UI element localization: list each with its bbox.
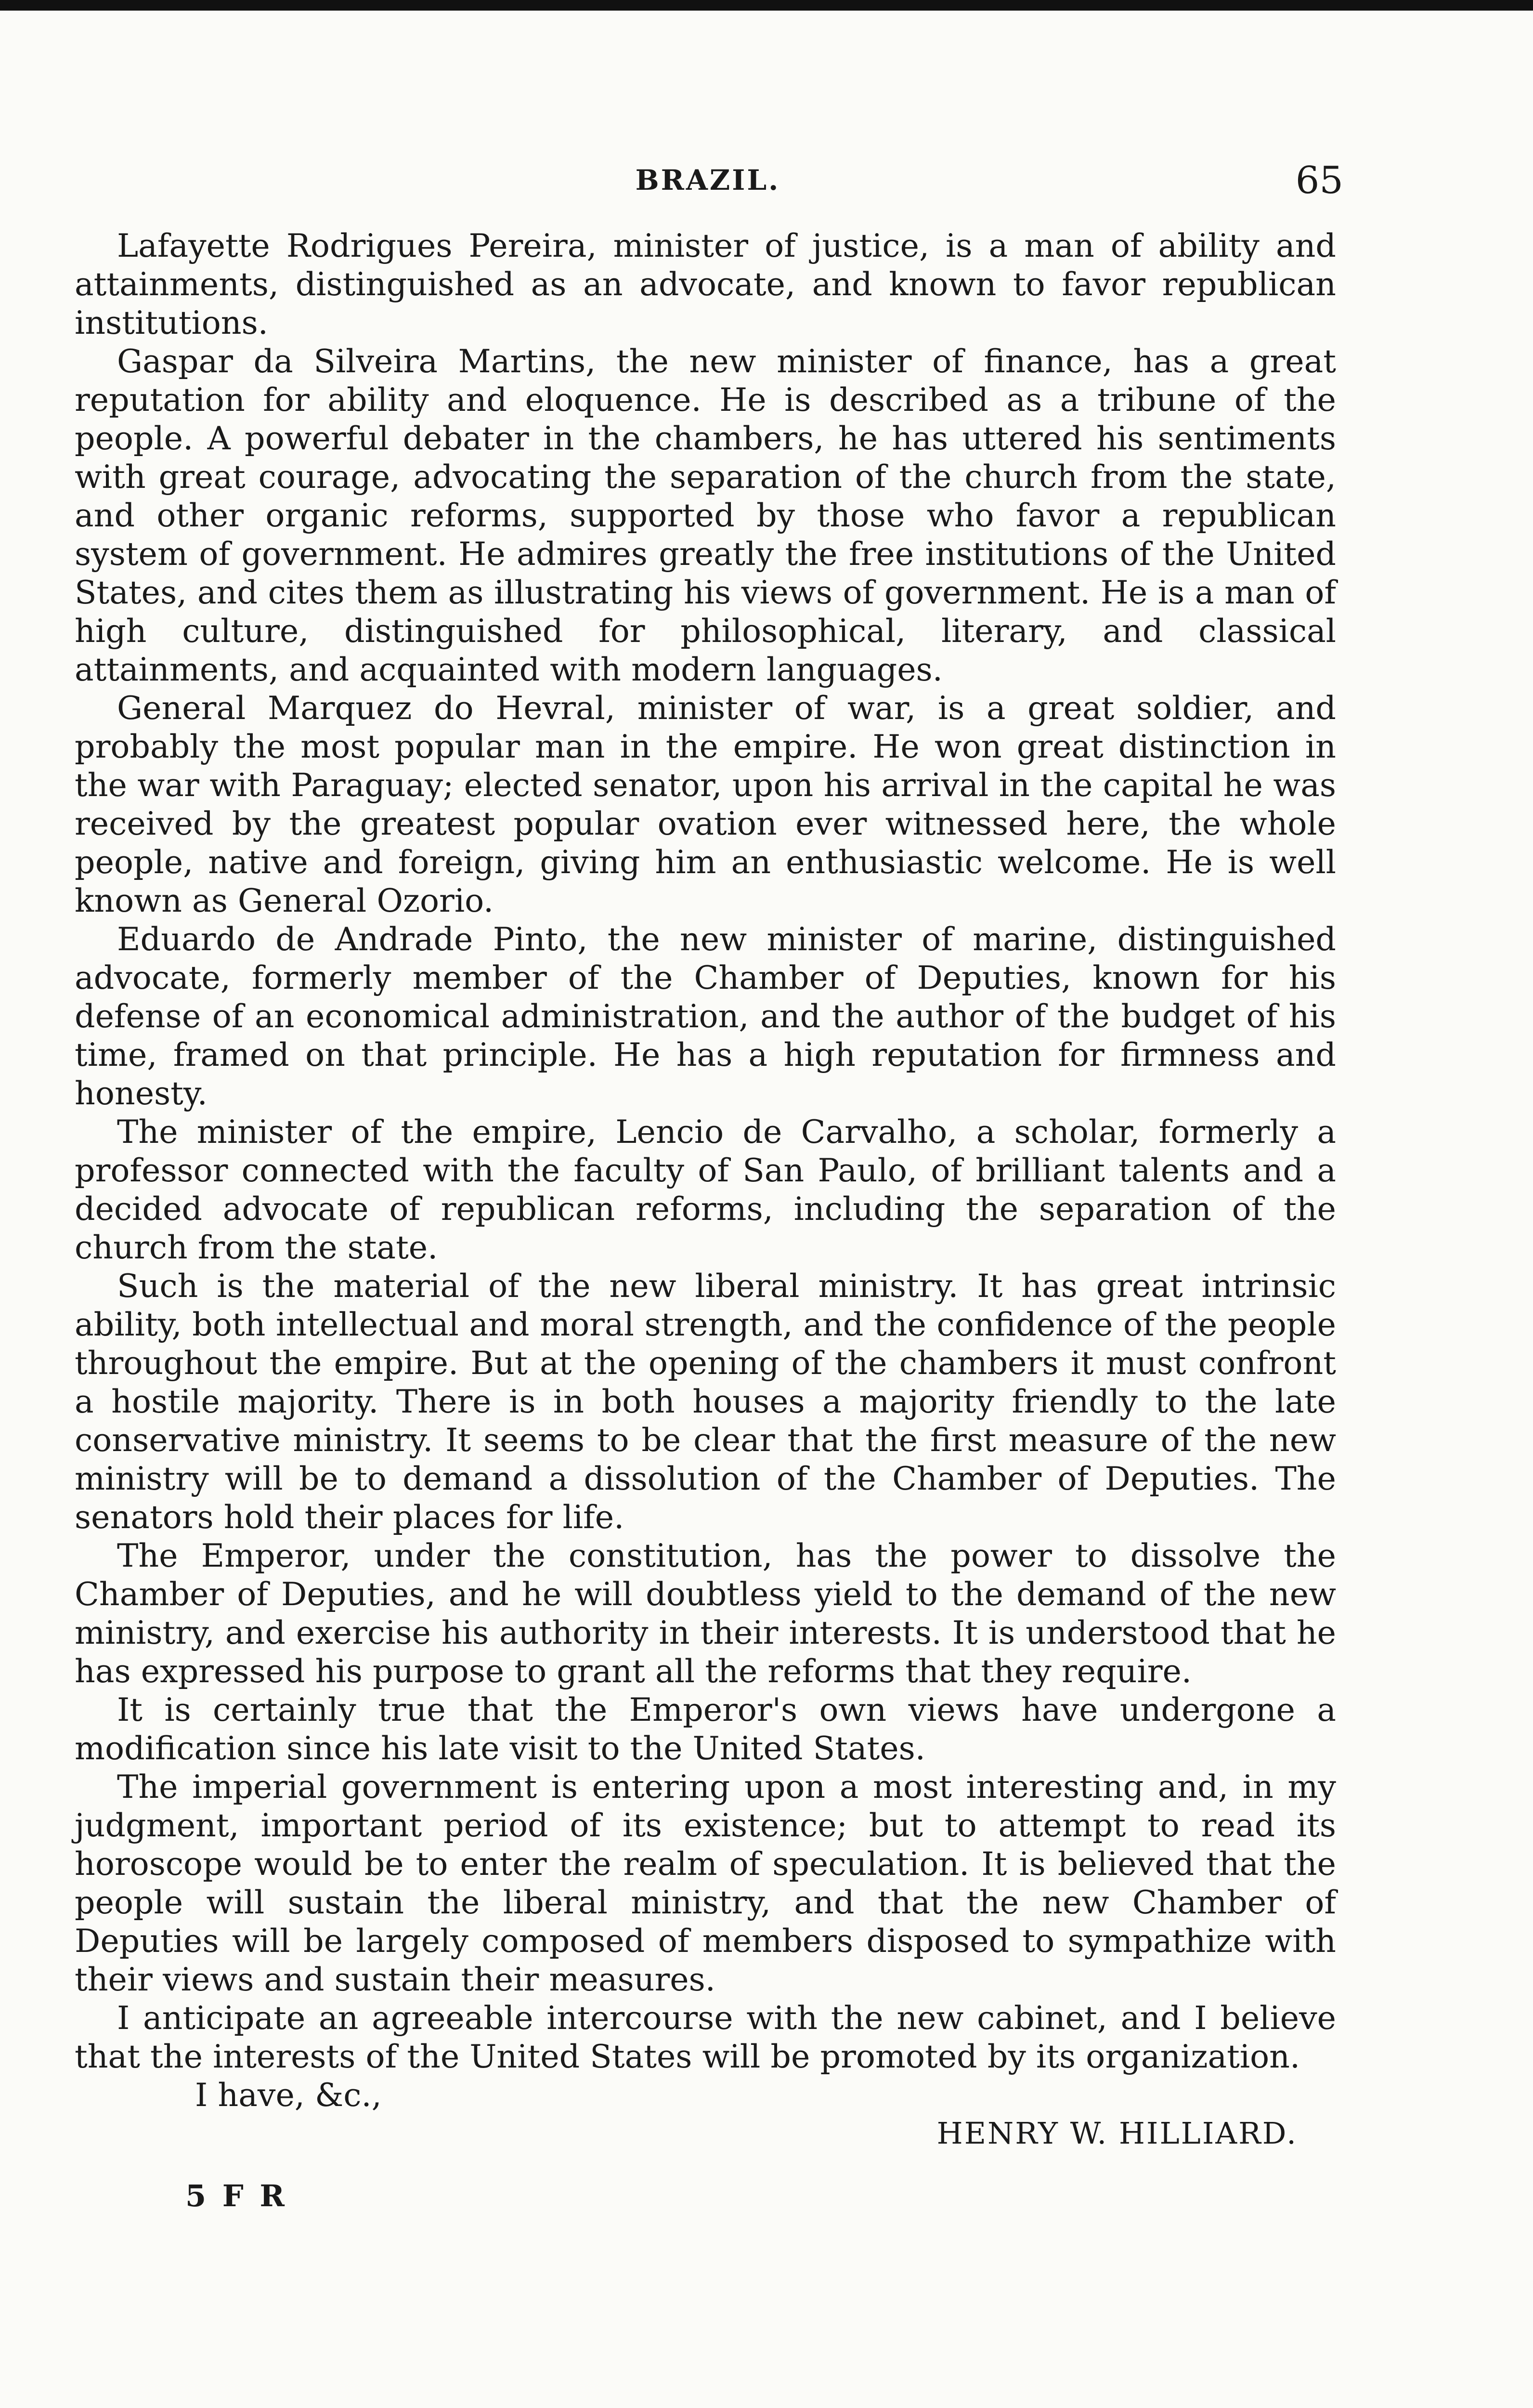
paragraph: Such is the material of the new liberal ministry. It has great intrinsic ability, both intellectual and moral strength, and the confidence of the people throughout the empire. But at the opening of the chambers it must confront a hostile majority. There is in both houses a majority friendly to the late conservative ministry. It seems to be clear that the first measure of the new ministry will be to demand a dissolution of the Chamber of Deputies. The senators hold their places for life. [75,1267,1336,1536]
paragraph: Lafayette Rodrigues Pereira, minister of justice, is a man of ability and attainments, distinguished as an advocate, and known to favor republican institutions. [75,227,1336,341]
running-title: BRAZIL. [635,164,780,196]
paragraph: I anticipate an agreeable intercourse with the new cabinet, and I believe that the interests of the United States will be promoted by its organization. [75,1999,1336,2075]
closing-line: I have, &c., [195,2076,382,2114]
paragraph: The minister of the empire, Lencio de Carvalho, a scholar, formerly a professor connected with the faculty of San Paulo, of brilliant talents and a decided advocate of republican reforms, including the separation of the church from the state. [75,1113,1336,1266]
paragraph: Eduardo de Andrade Pinto, the new minister of marine, distinguished advocate, formerly member of the Chamber of Deputies, known for his defense of an economical administration, and the author of the budget of his time, framed on that principle. He has a high reputation for firmness and honesty. [75,920,1336,1112]
page-top-edge [0,0,1533,11]
signature: HENRY W. HILLIARD. [936,2116,1298,2151]
running-header [72,159,1343,212]
letter-body [75,226,1336,2215]
paragraph: Gaspar da Silveira Martins, the new minister of finance, has a great reputation for ability and eloquence. He is described as a tribune of the people. A powerful debater in the chambers, he has uttered his sentiments with great courage, advocating the separation of the church from the state, and other organic reforms, supported by those who favor a republican system of government. He admires greatly the free institutions of the United States, and cites them as illustrating his views of government. He is a man of high culture, distinguished for philosophical, literary, and classical attainments, and acquainted with modern languages. [75,342,1336,688]
paragraph: General Marquez do Hevral, minister of war, is a great soldier, and probably the most popular man in the empire. He won great distinction in the war with Paraguay; elected senator, upon his arrival in the capital he was received by the greatest popular ovation ever witnessed here, the whole people, native and foreign, giving him an enthusiastic welcome. He is well known as General Ozorio. [75,689,1336,919]
paragraph: It is certainly true that the Emperor's own views have undergone a modification since his late visit to the United States. [75,1691,1336,1767]
paragraph: The Emperor, under the constitution, has the power to dissolve the Chamber of Deputies, and he will doubtless yield to the demand of the new ministry, and exercise his authority in their interests. It is understood that he has expressed his purpose to grant all the reforms that they require. [75,1537,1336,1690]
signature-mark: 5 F R [185,2178,287,2213]
page-number: 65 [1295,159,1343,202]
paragraph: The imperial government is entering upon a most interesting and, in my judgment, important period of its existence; but to attempt to read its horoscope would be to enter the realm of speculation. It is believed that the people will sustain the liberal ministry, and that the new Chamber of Deputies will be largely composed of members disposed to sympathize with their views and sustain their measures. [75,1768,1336,1998]
